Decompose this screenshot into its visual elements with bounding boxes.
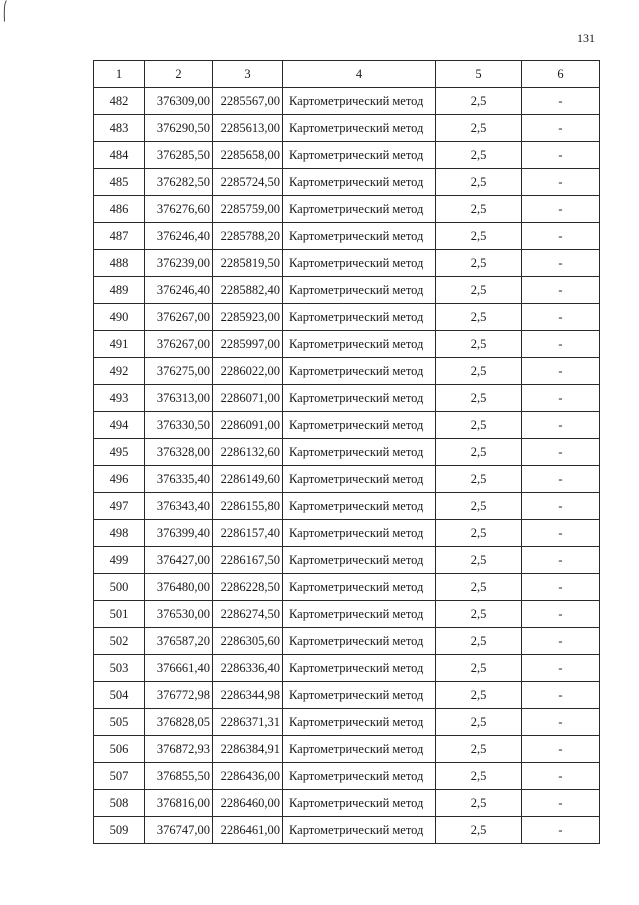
note-cell: - [522, 358, 600, 385]
point-number-cell: 494 [94, 412, 145, 439]
table-row [94, 763, 600, 790]
table-row [94, 304, 600, 331]
x-coordinate-cell: 376246,40 [145, 277, 213, 304]
method-cell: Картометрический метод [283, 115, 436, 142]
table-row [94, 223, 600, 250]
y-coordinate-cell: 2285788,20 [213, 223, 283, 250]
table-row [94, 142, 600, 169]
note-cell: - [522, 385, 600, 412]
method-cell: Картометрический метод [283, 88, 436, 115]
y-coordinate-cell: 2286371,31 [213, 709, 283, 736]
method-cell: Картометрический метод [283, 763, 436, 790]
y-coordinate-cell: 2285613,00 [213, 115, 283, 142]
table-row [94, 655, 600, 682]
y-coordinate-cell: 2285658,00 [213, 142, 283, 169]
note-cell: - [522, 736, 600, 763]
accuracy-cell: 2,5 [436, 628, 522, 655]
y-coordinate-cell: 2286157,40 [213, 520, 283, 547]
accuracy-cell: 2,5 [436, 655, 522, 682]
accuracy-cell: 2,5 [436, 331, 522, 358]
note-cell: - [522, 169, 600, 196]
x-coordinate-cell: 376285,50 [145, 142, 213, 169]
table-row [94, 331, 600, 358]
table-row [94, 493, 600, 520]
method-cell: Картометрический метод [283, 250, 436, 277]
table-row [94, 169, 600, 196]
note-cell: - [522, 115, 600, 142]
table-row [94, 601, 600, 628]
method-cell: Картометрический метод [283, 790, 436, 817]
point-number-cell: 482 [94, 88, 145, 115]
note-cell: - [522, 277, 600, 304]
note-cell: - [522, 547, 600, 574]
method-cell: Картометрический метод [283, 196, 436, 223]
accuracy-cell: 2,5 [436, 250, 522, 277]
table-row [94, 709, 600, 736]
y-coordinate-cell: 2285923,00 [213, 304, 283, 331]
x-coordinate-cell: 376313,00 [145, 385, 213, 412]
method-cell: Картометрический метод [283, 817, 436, 844]
point-number-cell: 500 [94, 574, 145, 601]
method-cell: Картометрический метод [283, 547, 436, 574]
y-coordinate-cell: 2286461,00 [213, 817, 283, 844]
table-row [94, 628, 600, 655]
table-row [94, 385, 600, 412]
y-coordinate-cell: 2286167,50 [213, 547, 283, 574]
point-number-cell: 502 [94, 628, 145, 655]
y-coordinate-cell: 2285724,50 [213, 169, 283, 196]
point-number-cell: 491 [94, 331, 145, 358]
accuracy-cell: 2,5 [436, 115, 522, 142]
note-cell: - [522, 196, 600, 223]
accuracy-cell: 2,5 [436, 547, 522, 574]
x-coordinate-cell: 376530,00 [145, 601, 213, 628]
table-row [94, 196, 600, 223]
x-coordinate-cell: 376309,00 [145, 88, 213, 115]
accuracy-cell: 2,5 [436, 601, 522, 628]
column-header: 4 [283, 61, 436, 88]
table-row [94, 412, 600, 439]
note-cell: - [522, 331, 600, 358]
point-number-cell: 509 [94, 817, 145, 844]
table-row [94, 682, 600, 709]
y-coordinate-cell: 2286155,80 [213, 493, 283, 520]
column-header: 6 [522, 61, 600, 88]
point-number-cell: 497 [94, 493, 145, 520]
table-row [94, 466, 600, 493]
x-coordinate-cell: 376267,00 [145, 304, 213, 331]
x-coordinate-cell: 376246,40 [145, 223, 213, 250]
table-row [94, 250, 600, 277]
x-coordinate-cell: 376275,00 [145, 358, 213, 385]
y-coordinate-cell: 2286149,60 [213, 466, 283, 493]
note-cell: - [522, 88, 600, 115]
method-cell: Картометрический метод [283, 736, 436, 763]
accuracy-cell: 2,5 [436, 790, 522, 817]
x-coordinate-cell: 376661,40 [145, 655, 213, 682]
y-coordinate-cell: 2286384,91 [213, 736, 283, 763]
method-cell: Картометрический метод [283, 655, 436, 682]
y-coordinate-cell: 2286091,00 [213, 412, 283, 439]
method-cell: Картометрический метод [283, 223, 436, 250]
note-cell: - [522, 142, 600, 169]
table-row [94, 790, 600, 817]
x-coordinate-cell: 376872,93 [145, 736, 213, 763]
accuracy-cell: 2,5 [436, 88, 522, 115]
method-cell: Картометрический метод [283, 412, 436, 439]
note-cell: - [522, 250, 600, 277]
coordinates-table [93, 60, 600, 844]
accuracy-cell: 2,5 [436, 223, 522, 250]
y-coordinate-cell: 2286132,60 [213, 439, 283, 466]
x-coordinate-cell: 376427,00 [145, 547, 213, 574]
table-row [94, 88, 600, 115]
y-coordinate-cell: 2285567,00 [213, 88, 283, 115]
accuracy-cell: 2,5 [436, 358, 522, 385]
table-header-row [94, 61, 600, 88]
point-number-cell: 504 [94, 682, 145, 709]
x-coordinate-cell: 376772,98 [145, 682, 213, 709]
method-cell: Картометрический метод [283, 358, 436, 385]
method-cell: Картометрический метод [283, 466, 436, 493]
y-coordinate-cell: 2285997,00 [213, 331, 283, 358]
note-cell: - [522, 601, 600, 628]
note-cell: - [522, 574, 600, 601]
table-body [94, 88, 600, 844]
point-number-cell: 496 [94, 466, 145, 493]
x-coordinate-cell: 376239,00 [145, 250, 213, 277]
method-cell: Картометрический метод [283, 520, 436, 547]
x-coordinate-cell: 376335,40 [145, 466, 213, 493]
x-coordinate-cell: 376747,00 [145, 817, 213, 844]
column-header: 1 [94, 61, 145, 88]
note-cell: - [522, 763, 600, 790]
point-number-cell: 492 [94, 358, 145, 385]
point-number-cell: 508 [94, 790, 145, 817]
method-cell: Картометрический метод [283, 601, 436, 628]
method-cell: Картометрический метод [283, 169, 436, 196]
accuracy-cell: 2,5 [436, 385, 522, 412]
table-row [94, 520, 600, 547]
accuracy-cell: 2,5 [436, 763, 522, 790]
point-number-cell: 485 [94, 169, 145, 196]
y-coordinate-cell: 2285882,40 [213, 277, 283, 304]
method-cell: Картометрический метод [283, 682, 436, 709]
accuracy-cell: 2,5 [436, 412, 522, 439]
x-coordinate-cell: 376282,50 [145, 169, 213, 196]
accuracy-cell: 2,5 [436, 574, 522, 601]
note-cell: - [522, 817, 600, 844]
point-number-cell: 490 [94, 304, 145, 331]
table-row [94, 439, 600, 466]
point-number-cell: 495 [94, 439, 145, 466]
accuracy-cell: 2,5 [436, 466, 522, 493]
accuracy-cell: 2,5 [436, 142, 522, 169]
accuracy-cell: 2,5 [436, 493, 522, 520]
note-cell: - [522, 493, 600, 520]
corner-mark-icon [2, 0, 8, 22]
note-cell: - [522, 790, 600, 817]
y-coordinate-cell: 2286436,00 [213, 763, 283, 790]
y-coordinate-cell: 2285819,50 [213, 250, 283, 277]
table-row [94, 277, 600, 304]
point-number-cell: 503 [94, 655, 145, 682]
table-row [94, 358, 600, 385]
column-header: 2 [145, 61, 213, 88]
accuracy-cell: 2,5 [436, 277, 522, 304]
point-number-cell: 505 [94, 709, 145, 736]
x-coordinate-cell: 376587,20 [145, 628, 213, 655]
y-coordinate-cell: 2285759,00 [213, 196, 283, 223]
table-row [94, 547, 600, 574]
column-header: 3 [213, 61, 283, 88]
note-cell: - [522, 655, 600, 682]
point-number-cell: 498 [94, 520, 145, 547]
x-coordinate-cell: 376276,60 [145, 196, 213, 223]
x-coordinate-cell: 376328,00 [145, 439, 213, 466]
y-coordinate-cell: 2286336,40 [213, 655, 283, 682]
x-coordinate-cell: 376855,50 [145, 763, 213, 790]
y-coordinate-cell: 2286274,50 [213, 601, 283, 628]
accuracy-cell: 2,5 [436, 169, 522, 196]
x-coordinate-cell: 376290,50 [145, 115, 213, 142]
note-cell: - [522, 439, 600, 466]
note-cell: - [522, 223, 600, 250]
x-coordinate-cell: 376828,05 [145, 709, 213, 736]
note-cell: - [522, 304, 600, 331]
x-coordinate-cell: 376330,50 [145, 412, 213, 439]
y-coordinate-cell: 2286460,00 [213, 790, 283, 817]
point-number-cell: 501 [94, 601, 145, 628]
accuracy-cell: 2,5 [436, 682, 522, 709]
note-cell: - [522, 466, 600, 493]
page-number: 131 [577, 31, 595, 45]
point-number-cell: 483 [94, 115, 145, 142]
accuracy-cell: 2,5 [436, 196, 522, 223]
note-cell: - [522, 628, 600, 655]
column-header: 5 [436, 61, 522, 88]
point-number-cell: 487 [94, 223, 145, 250]
point-number-cell: 488 [94, 250, 145, 277]
method-cell: Картометрический метод [283, 493, 436, 520]
y-coordinate-cell: 2286228,50 [213, 574, 283, 601]
point-number-cell: 493 [94, 385, 145, 412]
accuracy-cell: 2,5 [436, 736, 522, 763]
method-cell: Картометрический метод [283, 304, 436, 331]
method-cell: Картометрический метод [283, 277, 436, 304]
table-row [94, 574, 600, 601]
point-number-cell: 486 [94, 196, 145, 223]
table-row [94, 736, 600, 763]
point-number-cell: 507 [94, 763, 145, 790]
point-number-cell: 489 [94, 277, 145, 304]
note-cell: - [522, 520, 600, 547]
method-cell: Картометрический метод [283, 142, 436, 169]
accuracy-cell: 2,5 [436, 817, 522, 844]
accuracy-cell: 2,5 [436, 709, 522, 736]
note-cell: - [522, 709, 600, 736]
note-cell: - [522, 682, 600, 709]
y-coordinate-cell: 2286071,00 [213, 385, 283, 412]
point-number-cell: 506 [94, 736, 145, 763]
point-number-cell: 499 [94, 547, 145, 574]
point-number-cell: 484 [94, 142, 145, 169]
method-cell: Картометрический метод [283, 574, 436, 601]
method-cell: Картометрический метод [283, 331, 436, 358]
x-coordinate-cell: 376343,40 [145, 493, 213, 520]
x-coordinate-cell: 376267,00 [145, 331, 213, 358]
accuracy-cell: 2,5 [436, 439, 522, 466]
method-cell: Картометрический метод [283, 628, 436, 655]
note-cell: - [522, 412, 600, 439]
y-coordinate-cell: 2286022,00 [213, 358, 283, 385]
method-cell: Картометрический метод [283, 709, 436, 736]
table-row [94, 115, 600, 142]
y-coordinate-cell: 2286305,60 [213, 628, 283, 655]
accuracy-cell: 2,5 [436, 520, 522, 547]
x-coordinate-cell: 376480,00 [145, 574, 213, 601]
x-coordinate-cell: 376399,40 [145, 520, 213, 547]
x-coordinate-cell: 376816,00 [145, 790, 213, 817]
method-cell: Картометрический метод [283, 439, 436, 466]
table-row [94, 817, 600, 844]
accuracy-cell: 2,5 [436, 304, 522, 331]
method-cell: Картометрический метод [283, 385, 436, 412]
y-coordinate-cell: 2286344,98 [213, 682, 283, 709]
